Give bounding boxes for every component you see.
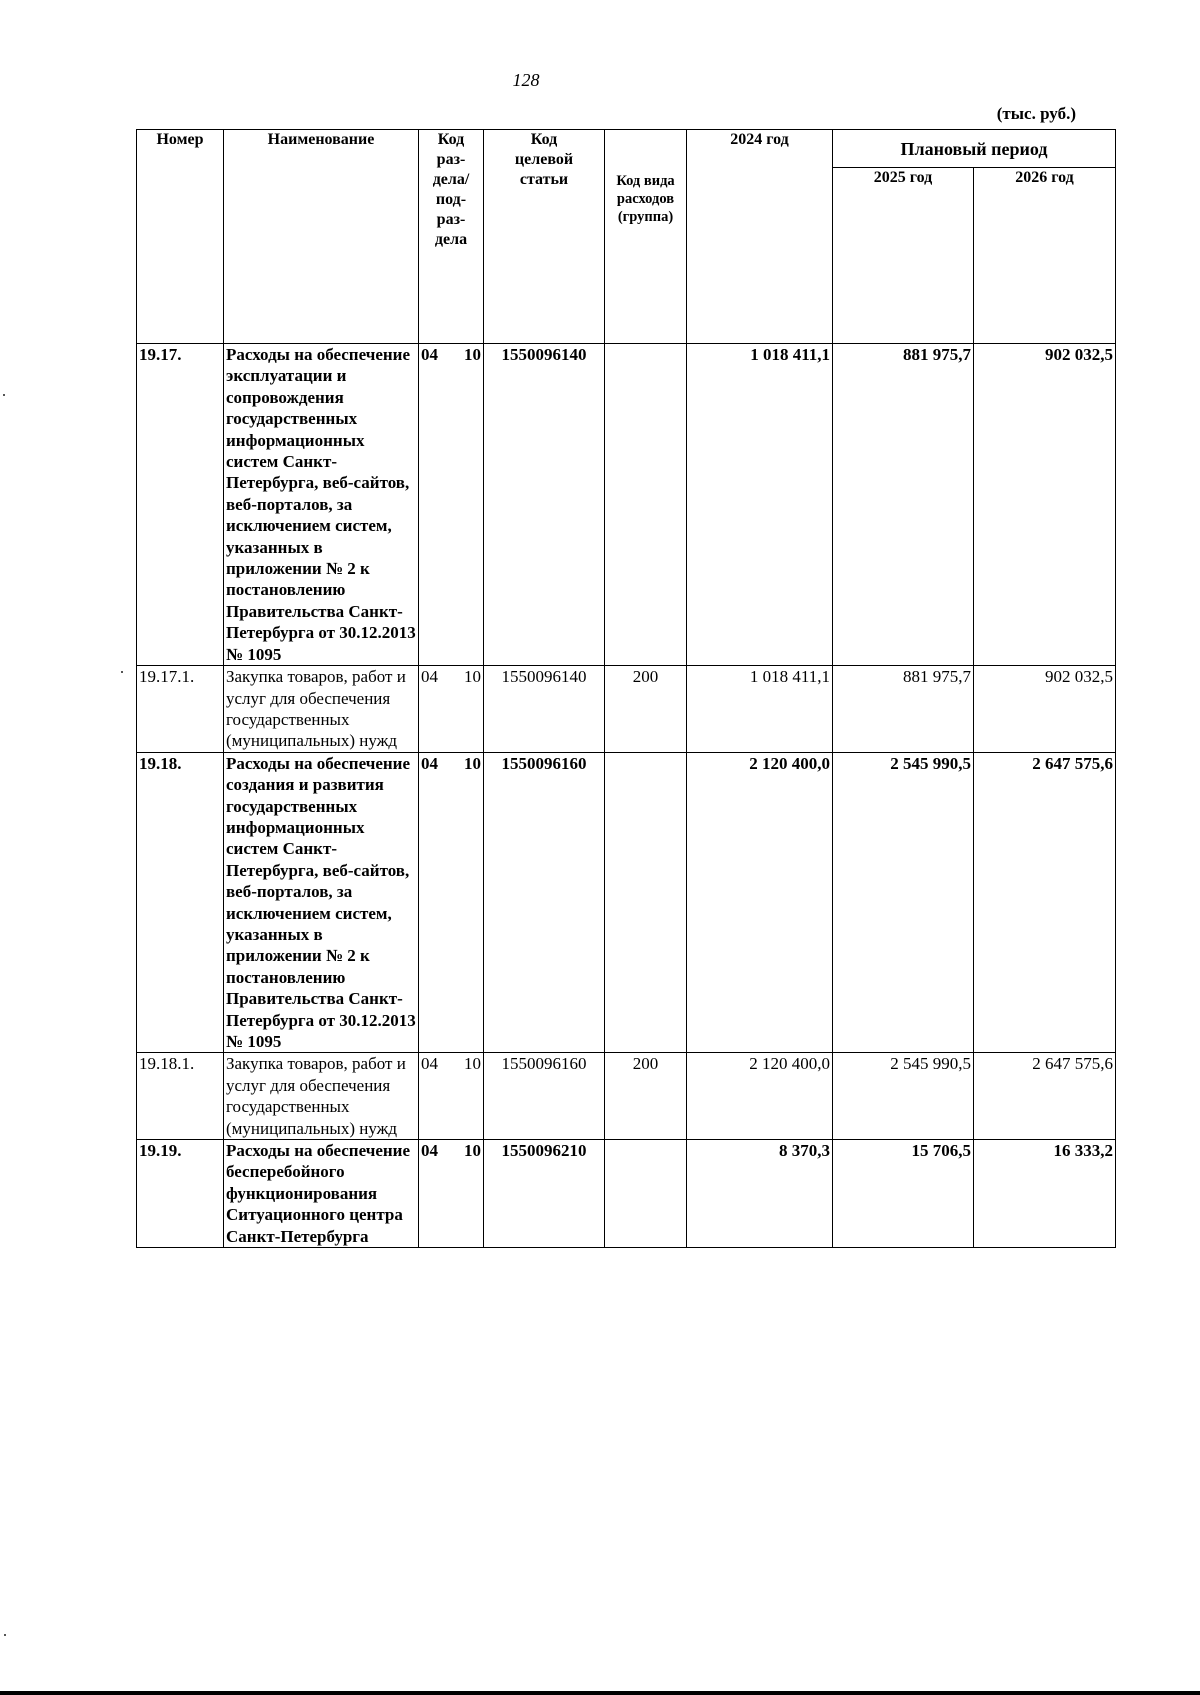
row-section-code: [419, 752, 484, 1053]
section-code: 04: [421, 345, 438, 364]
row-expense-code: [605, 752, 687, 1053]
row-name: Расходы на обеспечение эксплуатации и сопровождения государственных информационных систем Санкт-Петербурга, веб-сайтов, веб-порталов, за исключением систем, указанных в приложении № 2 к постановлению Правительства Санкт-Петербурга от 30.12.2013 № 1095: [224, 344, 419, 666]
subsection-code: 10: [464, 667, 481, 687]
section-code: 04: [421, 667, 438, 687]
col-header-2024: 2024 год: [687, 130, 833, 344]
col-header-target: Код целевой статьи: [484, 130, 605, 344]
subsection-code: 10: [464, 345, 481, 364]
col-header-2025: 2025 год: [833, 168, 974, 344]
section-code: 04: [421, 1141, 438, 1161]
row-target-code: 1550096160: [484, 752, 605, 1053]
row-2024: 1 018 411,1: [687, 344, 833, 666]
table-row: [137, 1053, 1116, 1140]
row-2025: 881 975,7: [833, 344, 974, 666]
row-section-code: [419, 344, 484, 666]
row-expense-code: [605, 1140, 687, 1248]
row-name: Расходы на обеспечение бесперебойного функционирования Ситуационного центра Санкт-Петербурга: [224, 1140, 419, 1248]
scan-speck: [4, 1634, 6, 1636]
row-section-code: [419, 666, 484, 753]
row-section-code: [419, 1053, 484, 1140]
row-target-code: 1550096140: [484, 344, 605, 666]
row-number: 19.18.: [137, 752, 224, 1053]
table-row: [137, 666, 1116, 753]
header-row-1: [137, 130, 1116, 168]
row-2026: 902 032,5: [974, 666, 1116, 753]
row-target-code: 1550096140: [484, 666, 605, 753]
col-header-name: Наименование: [224, 130, 419, 344]
col-header-section: Код раз- дела/ под- раз- дела: [419, 130, 484, 344]
section-code: 04: [421, 1054, 438, 1074]
row-section-code: [419, 1140, 484, 1248]
budget-table: [136, 129, 1116, 1248]
row-expense-code: [605, 344, 687, 666]
row-number: 19.18.1.: [137, 1053, 224, 1140]
page-number: 128: [512, 70, 540, 90]
row-2025: 15 706,5: [833, 1140, 974, 1248]
subsection-code: 10: [464, 1054, 481, 1074]
row-expense-code: 200: [605, 666, 687, 753]
row-2025: 2 545 990,5: [833, 1053, 974, 1140]
row-2025: 2 545 990,5: [833, 752, 974, 1053]
subsection-code: 10: [464, 1141, 481, 1161]
table-row: [137, 344, 1116, 666]
subsection-code: 10: [464, 753, 481, 773]
row-2026: 2 647 575,6: [974, 1053, 1116, 1140]
row-name: Закупка товаров, работ и услуг для обеспечения государственных (муниципальных) нужд: [224, 1053, 419, 1140]
row-name: Расходы на обеспечение создания и развития государственных информационных систем Санкт-Петербурга, веб-сайтов, веб-порталов, за исключением систем, указанных в приложении № 2 к постановлению Правительства Санкт-Петербурга от 30.12.2013 № 1095: [224, 752, 419, 1053]
row-2024: 2 120 400,0: [687, 752, 833, 1053]
row-2024: 8 370,3: [687, 1140, 833, 1248]
row-2026: 902 032,5: [974, 344, 1116, 666]
row-number: 19.17.1.: [137, 666, 224, 753]
scan-speck: [121, 671, 123, 673]
row-number: 19.17.: [137, 344, 224, 666]
col-header-2026: 2026 год: [974, 168, 1116, 344]
col-header-number: Номер: [137, 130, 224, 344]
table-row: [137, 752, 1116, 1053]
row-target-code: 1550096210: [484, 1140, 605, 1248]
row-number: 19.19.: [137, 1140, 224, 1248]
scan-speck: [3, 394, 5, 396]
col-header-expense: Код вида расходов (группа): [605, 130, 687, 344]
row-expense-code: 200: [605, 1053, 687, 1140]
units-label: (тыс. руб.): [996, 104, 1076, 123]
row-2024: 1 018 411,1: [687, 666, 833, 753]
table-row: [137, 1140, 1116, 1248]
row-2025: 881 975,7: [833, 666, 974, 753]
section-code: 04: [421, 753, 438, 773]
row-name: Закупка товаров, работ и услуг для обеспечения государственных (муниципальных) нужд: [224, 666, 419, 753]
row-2024: 2 120 400,0: [687, 1053, 833, 1140]
scan-edge-bar: [0, 1691, 1200, 1695]
row-2026: 2 647 575,6: [974, 752, 1116, 1053]
row-2026: 16 333,2: [974, 1140, 1116, 1248]
row-target-code: 1550096160: [484, 1053, 605, 1140]
col-header-plan-period: Плановый период: [833, 130, 1116, 168]
